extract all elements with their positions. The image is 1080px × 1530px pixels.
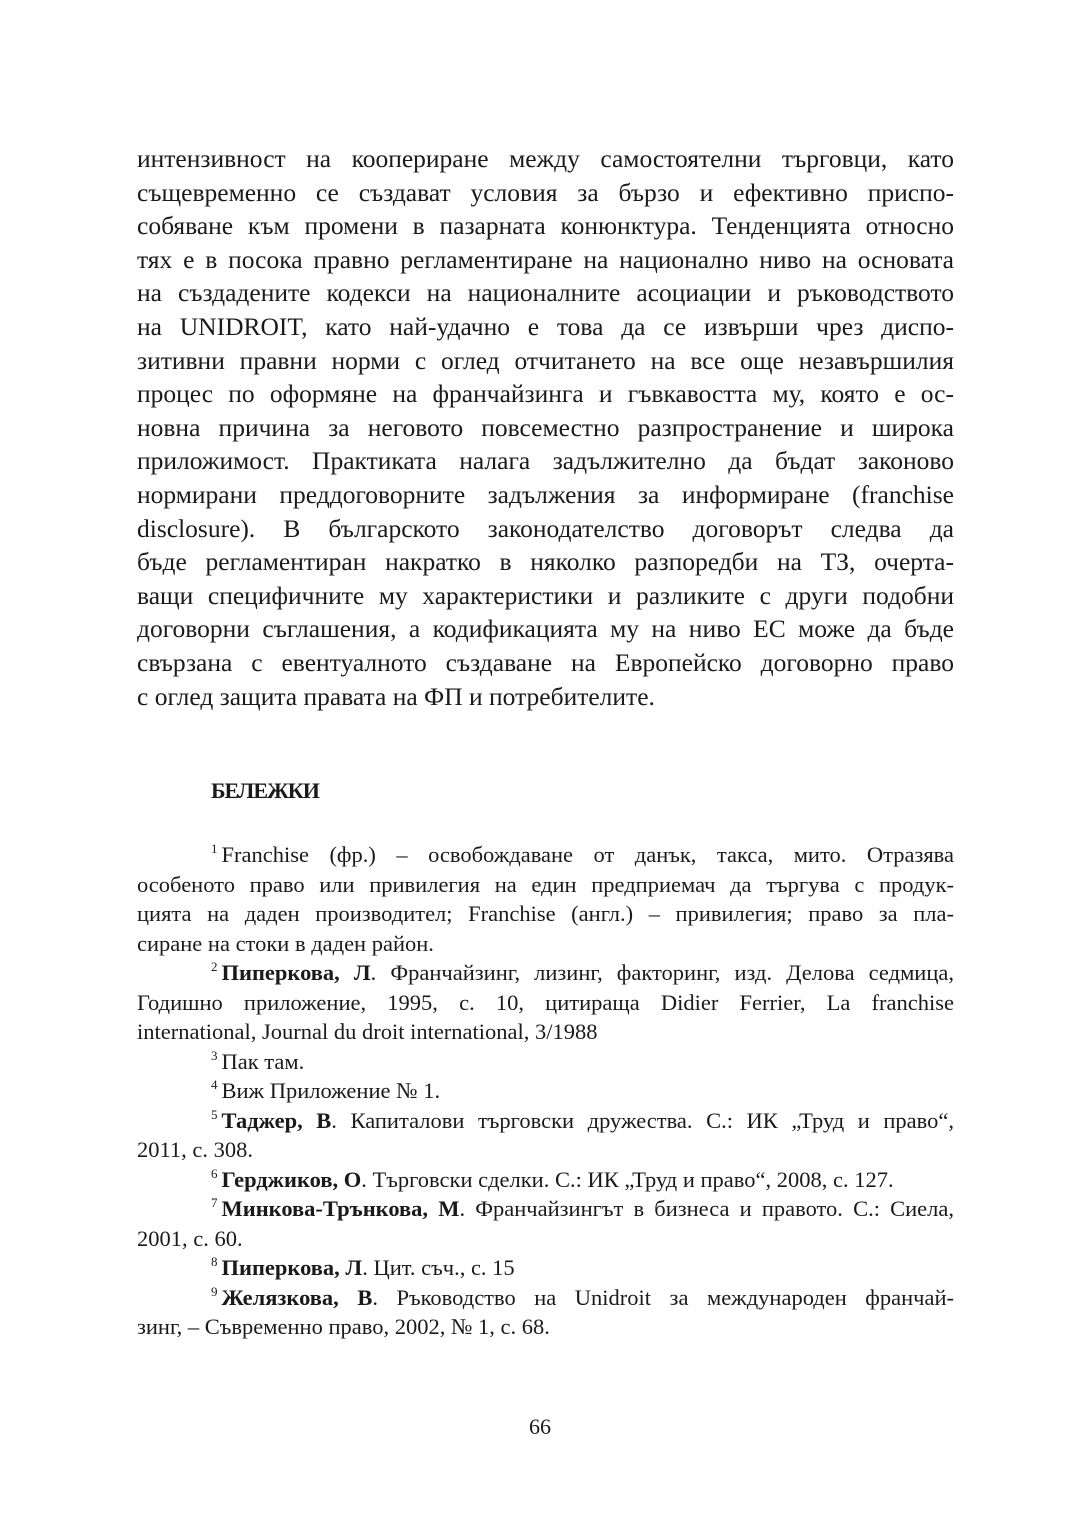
body-line: на UNIDROIT, като най-удачно е това да се извърши чрез диспо- — [137, 311, 954, 341]
footnote-1: $^1$ Franchise (фр.) – освобождаване от данък, такса, мито. Отразява — [211, 841, 954, 867]
body-line: ващи специфичните му характеристики и разликите с други подобни — [137, 580, 954, 610]
footnote-number: 5 — [211, 1106, 218, 1122]
footnote-number: 2 — [211, 959, 218, 974]
footnote-number: 7 — [211, 1195, 218, 1210]
footnote-line: зинг, – Съвременно право, 2002, № 1, с. 68. — [137, 1314, 550, 1339]
body-line: договорни съглашения, а кодификацията му на ниво ЕС може да бъде — [137, 614, 954, 644]
body-line: процес по оформяне на франчайзинга и гъвкавостта му, която е ос- — [137, 379, 954, 409]
body-line: приложимост. Практиката налага задължително да бъдат законово — [137, 446, 954, 476]
footnote-line: цията на даден производител; Franchise (англ.) – привилегия; право за пла- — [137, 901, 954, 926]
footnote-number: 9 — [211, 1283, 218, 1299]
body-line: интензивност на коопериране между самостоятелни търговци, като — [137, 144, 954, 173]
footnote-number: 6 — [211, 1165, 218, 1181]
footnote-5: $^5$ Таджер, В. Капиталови търговски дружества. С.: ИК „Труд и право“, — [211, 1106, 954, 1133]
footnote-line: Годишно приложение, 1995, с. 10, цитираща Didier Ferrier, La franchise — [137, 989, 954, 1015]
footnote-line: international, Journal du droit international, 3/1988 — [137, 1019, 598, 1044]
footnote-number: 1 — [211, 841, 218, 856]
body-line: свързана с евентуалното създаване на Европейско договорно право — [137, 647, 954, 677]
footnote-author: Пиперкова, Л — [221, 1255, 363, 1280]
footnote-6: $^6$ Герджиков, О. Търговски сделки. С.: ИК „Труд и право“, 2008, с. 127. — [211, 1165, 894, 1192]
page-number: 66 — [529, 1414, 551, 1439]
body-line: собяване към промени в пазарната конюнктура. Тенденцията относно — [137, 211, 954, 241]
footnote-line: 2011, с. 308. — [137, 1137, 254, 1162]
footnote-author: Пиперкова, Л — [221, 960, 371, 985]
footnote-4: $^4$ Виж Приложение № 1. — [211, 1077, 441, 1103]
footnote-author: Герджиков, О — [221, 1166, 362, 1192]
footnote-3: $^3$ Пак там. — [211, 1047, 305, 1074]
footnote-line: сиране на стоки в даден район. — [137, 930, 434, 956]
body-line: бъде регламентиран накратко в няколко разпоредби на ТЗ, очерта- — [137, 547, 954, 577]
body-line: нормирани преддоговорните задължения за информиране (franchise — [137, 479, 954, 509]
footnote-author: Таджер, В — [221, 1107, 332, 1133]
footnote-line: 2001, с. 60. — [137, 1225, 243, 1251]
body-line: същевременно се създават условия за бързо и ефективно приспо- — [137, 177, 954, 207]
footnote-number: 4 — [211, 1077, 218, 1092]
body-line: тях е в посока правно регламентиране на национално ниво на основата — [137, 244, 954, 274]
footnotes-list — [137, 840, 954, 1342]
body-line: disclosure). В българското законодателство договорът следва да — [137, 513, 954, 543]
footnote-number: 3 — [211, 1047, 218, 1063]
footnote-number: 8 — [211, 1254, 218, 1269]
body-line: зитивни правни норми с оглед отчитането на все още незавършилия — [137, 345, 954, 375]
body-paragraph — [137, 142, 954, 713]
notes-heading: БЕЛЕЖКИ — [211, 778, 319, 803]
body-line: новна причина за неговото повсеместно разпространение и широка — [137, 412, 954, 442]
footnote-2: $^2$ Пиперкова, Л. Франчайзинг, лизинг, факторинг, изд. Делова седмица, — [211, 959, 955, 985]
footnote-7: $^7$ Минкова-Трънкова, М. Франчайзингът в бизнеса и правото. С.: Сиела, — [211, 1195, 955, 1221]
footnote-8: $^8$ Пиперкова, Л. Цит. съч., с. 15 — [211, 1254, 515, 1280]
footnote-author: Желязкова, В — [221, 1284, 373, 1310]
footnote-line: особеното право или привилегия на един предприемач да търгува с продук- — [137, 871, 954, 897]
footnote-9: $^9$ Желязкова, В. Ръководство на Unidroit за международен франчай- — [211, 1283, 954, 1310]
body-line: с оглед защита правата на ФП и потребителите. — [137, 681, 655, 711]
body-line: на създадените кодекси на националните асоциации и ръководството — [137, 278, 954, 308]
footnote-author: Минкова-Трънкова, М — [221, 1196, 460, 1221]
